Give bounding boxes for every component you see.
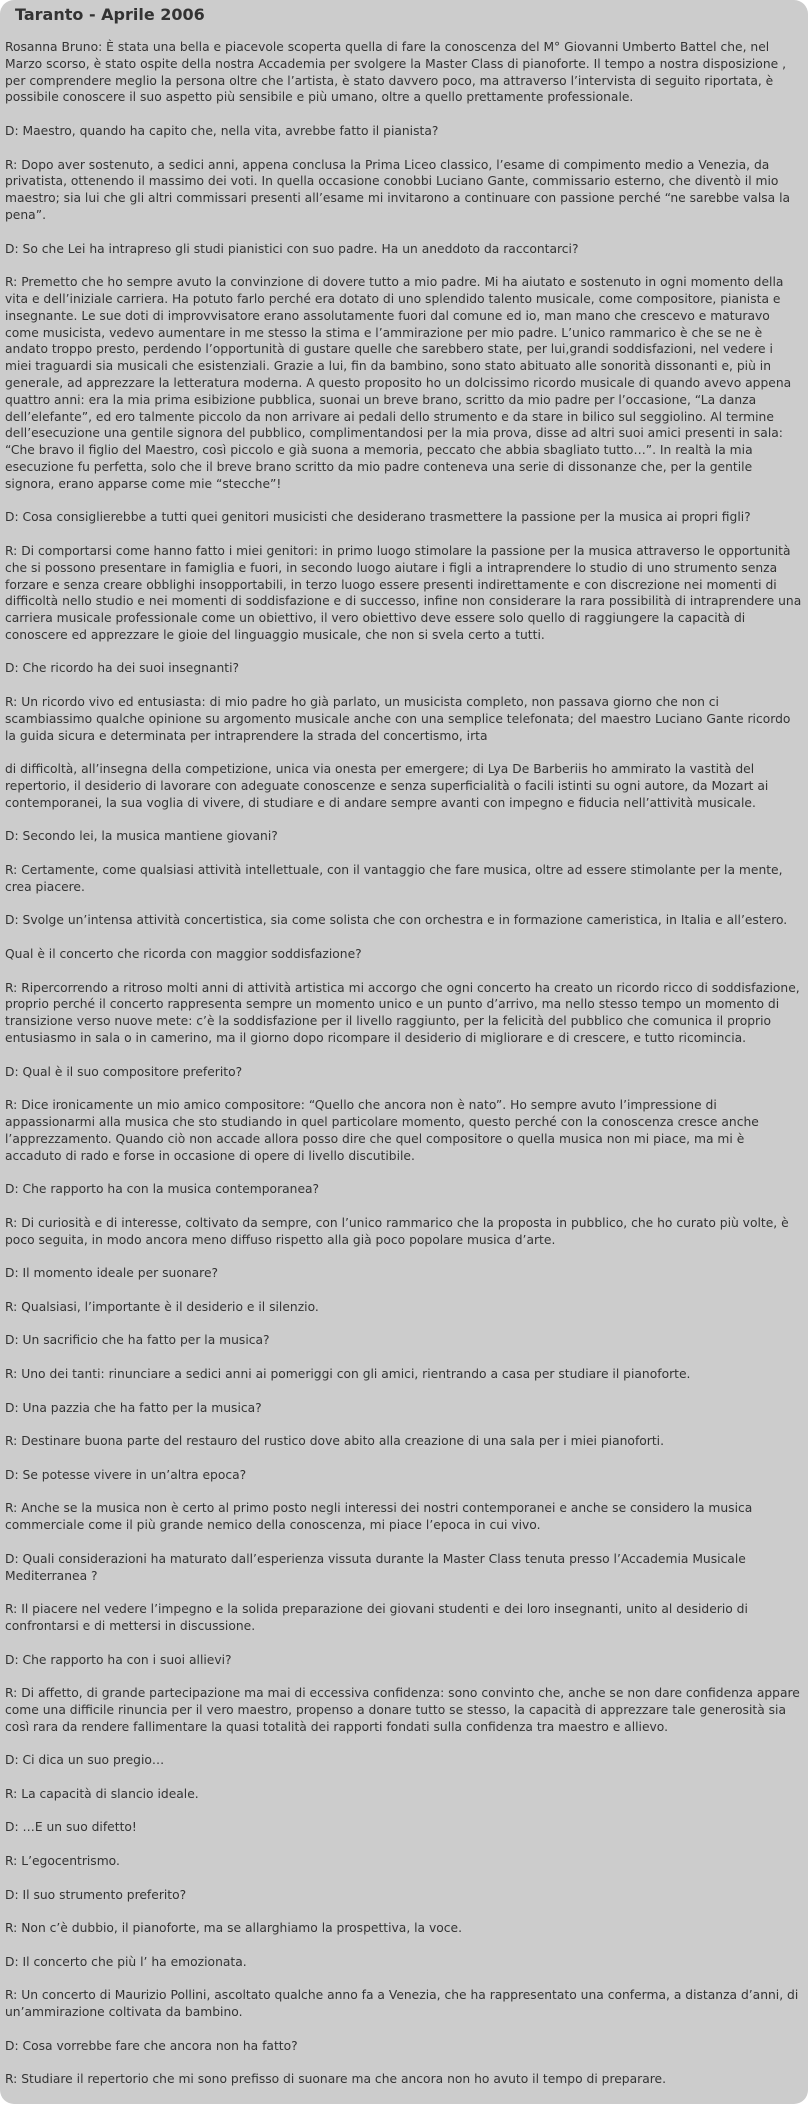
interview-paragraph: R: L’egocentrismo.	[5, 1854, 120, 1869]
interview-paragraph: R: Premetto che ho sempre avuto la convinzione di dovere tutto a mio padre. Mi ha aiutato e sostenuto in ogni momento della vita e dell’iniziale carriera. Ha potuto farlo perché era dotato di uno splendido talento musicale, come compositore, pianista e insegnante. Le sue doti di improvvisatore erano assolutamente fuori dal comune ed io, man mano che crescevo e maturavo come musicista, vedevo aumentare in me stesso la stima e l’ammirazione per mio padre. L’unico rammarico è che se ne è andato troppo presto, perdendo l’opportunità di gustare quelle che sarebbero state, per lui,grandi soddisfazioni, nel vedere i miei traguardi sia musicali che esistenziali. Grazie a lui, fin da bambino, sono stato abituato alle sonorità dissonanti e, più in generale, ad apprezzare la letteratura moderna. A questo proposito ho un dolcissimo ricordo musicale di quando avevo appena quattro anni: era la mia prima esibizione pubblica, suonai un breve brano, scritto da mio padre per l’occasione, “La danza dell’elefante”, ed ero talmente piccolo da non arrivare ai pedali dello strumento e da stare in bilico sul seggiolino. Al termine dell’esecuzione una gentile signora del pubblico, complimentandosi per la mia prova, disse ad altri suoi amici presenti in sala: “Che bravo il figlio del Maestro, così piccolo e già suona a memoria, peccato che abbia sbagliato tutto…”. In realtà la mia esecuzione fu perfetta, solo che il breve brano scritto da mio padre conteneva una serie di dissonanze che, per la gentile signora, erano apparse come mie “stecche”!	[5, 275, 792, 491]
interview-paragraph: R: Il piacere nel vedere l’impegno e la solida preparazione dei giovani studenti e dei loro insegnanti, unito al desiderio di confrontarsi e di mettersi in discussione.	[5, 1602, 748, 1633]
interview-paragraph: Rosanna Bruno: È stata una bella e piacevole scoperta quella di fare la conoscenza del M° Giovanni Umberto Battel che, nel Marzo scorso, è stato ospite della nostra Accademia per svolgere la Master Class di pianoforte. Il tempo a nostra disposizione , per comprendere meglio la persona oltre che l’artista, è stato davvero poco, ma attraverso l’intervista di seguito riportata, è possibile conoscere il suo aspetto più sensibile e più umano, oltre a quello prettamente professionale.	[5, 40, 787, 105]
interview-paragraph: R: Dice ironicamente un mio amico compositore: “Quello che ancora non è nato”. Ho sempre avuto l’impressione di appassionarmi alla musica che sto studiando in quel particolare momento, questo perché con la conoscenza cresce anche l’apprezzamento. Quando ciò non accade allora posso dire che quel compositore o quella musica non mi piace, ma mi è accaduto di rado e forse in occasione di opere di livello discutibile.	[5, 1098, 759, 1163]
interview-paragraph: di difficoltà, all’insegna della competizione, unica via onesta per emergere; di Lya De Barberiis ho ammirato la vastità del repertorio, il desiderio di lavorare con adeguate conoscenze e senza superficialità o facili istinti su ogni autore, da Mozart ai contemporanei, la sua voglia di vivere, di studiare e di andare sempre avanti con impegno e fiducia nell’attività musicale.	[5, 762, 769, 810]
interview-paragraph: R: La capacità di slancio ideale.	[5, 1786, 199, 1801]
interview-body	[5, 39, 803, 2088]
interview-paragraph: R: Di comportarsi come hanno fatto i miei genitori: in primo luogo stimolare la passione per la musica attraverso le opportunità che si possono presentare in famiglia e fuori, in secondo luogo aiutare i figli a intraprendere lo studio di uno strumento senza forzare e senza creare obblighi insopportabili, in terzo luogo essere presenti indirettamente e con discrezione nei momenti di difficoltà nello studio e nei momenti di soddisfazione e di successo, infine non considerare la rara possibilità di intraprendere una carriera musicale professionale come un obiettivo, il vero obiettivo deve essere solo quello di raggiungere la capacità di conoscere ed apprezzare le gioie del linguaggio musicale, che non si svela certo a tutti.	[5, 543, 802, 642]
interview-paragraph: D: Che rapporto ha con la musica contemporanea?	[5, 1182, 320, 1197]
interview-paragraph: R: Non c’è dubbio, il pianoforte, ma se allarghiamo la prospettiva, la voce.	[5, 1921, 463, 1936]
interview-paragraph: D: Che ricordo ha dei suoi insegnanti?	[5, 661, 240, 676]
interview-paragraph: R: Di curiosità e di interesse, coltivato da sempre, con l’unico rammarico che la proposta in pubblico, che ho curato più volte, è poco seguita, in modo ancora meno diffuso rispetto alla già poco popolare musica d’arte.	[5, 1215, 789, 1247]
interview-paragraph: D: Il momento ideale per suonare?	[5, 1266, 219, 1281]
interview-paragraph: D: Cosa consiglierebbe a tutti quei genitori musicisti che desiderano trasmettere la passione per la musica ai propri figli?	[5, 510, 751, 525]
page-title: Taranto - Aprile 2006	[15, 5, 205, 24]
interview-paragraph: R: Certamente, come qualsiasi attività intellettuale, con il vantaggio che fare musica, oltre ad essere stimolante per la mente, crea piacere.	[5, 863, 783, 894]
interview-paragraph: D: Un sacrificio che ha fatto per la musica?	[5, 1333, 270, 1348]
interview-paragraph: D: Quali considerazioni ha maturato dall’esperienza vissuta durante la Master Class tenuta presso l’Accademia Musicale Mediterranea ?	[5, 1551, 746, 1583]
interview-paragraph: D: Che rapporto ha con i suoi allievi?	[5, 1652, 232, 1667]
interview-paragraph: D: So che Lei ha intrapreso gli studi pianistici con suo padre. Ha un aneddoto da raccontarci?	[5, 241, 579, 256]
interview-paragraph: R: Studiare il repertorio che mi sono prefisso di suonare ma che ancora non ho avuto il tempo di preparare.	[5, 2072, 666, 2087]
interview-paragraph: R: Qualsiasi, l’importante è il desiderio e il silenzio.	[5, 1299, 319, 1314]
interview-paragraph: Qual è il concerto che ricorda con maggior soddisfazione?	[5, 947, 362, 962]
interview-paragraph: D: Una pazzia che ha fatto per la musica?	[5, 1400, 262, 1415]
interview-paragraph: D: Qual è il suo compositore preferito?	[5, 1064, 243, 1079]
interview-paragraph: R: Uno dei tanti: rinunciare a sedici anni ai pomeriggi con gli amici, rientrando a casa per studiare il pianoforte.	[5, 1366, 691, 1381]
interview-paragraph: R: Destinare buona parte del restauro del rustico dove abito alla creazione di una sala per i miei pianoforti.	[5, 1434, 664, 1449]
interview-paragraph: D: …E un suo difetto!	[5, 1820, 137, 1835]
interview-paragraph: D: Cosa vorrebbe fare che ancora non ha fatto?	[5, 2038, 298, 2053]
interview-paragraph: D: Maestro, quando ha capito che, nella vita, avrebbe fatto il pianista?	[5, 123, 439, 138]
interview-paragraph: R: Di affetto, di grande partecipazione ma mai di eccessiva confidenza: sono convinto che, anche se non dare confidenza appare come una difficile rinuncia per il vero maestro, propenso a donare tutto se stesso, la capacità di apprezzare tale generosità sia così rara da rendere fallimentare la quasi totalità dei rapporti fondati sulla confidenza tra maestro e allievo.	[5, 1686, 800, 1734]
interview-paragraph: D: Il suo strumento preferito?	[5, 1887, 187, 1902]
interview-paragraph: R: Anche se la musica non è certo al primo posto negli interessi dei nostri contemporanei e anche se considero la musica commerciale come il più grande nemico della conoscenza, mi piace l’epoca in cui vivo.	[5, 1501, 753, 1533]
interview-paragraph: D: Svolge un’intensa attività concertistica, sia come solista che con orchestra e in formazione cameristica, in Italia e all’estero.	[5, 913, 788, 928]
interview-paragraph: D: Ci dica un suo pregio…	[5, 1753, 165, 1768]
interview-paragraph: D: Il concerto che più l’ ha emozionata.	[5, 1954, 247, 1969]
interview-paragraph: R: Un ricordo vivo ed entusiasta: di mio padre ho già parlato, un musicista completo, non passava giorno che non ci scambiassimo qualche opinione su argomento musicale anche con una semplice telefonata; del maestro Luciano Gante ricordo la guida sicura e determinata per intraprendere la strada del concertismo, irta	[5, 695, 791, 743]
interview-paragraph: D: Secondo lei, la musica mantiene giovani?	[5, 829, 278, 844]
interview-paragraph: R: Un concerto di Maurizio Pollini, ascoltato qualche anno fa a Venezia, che ha rappresentato una conferma, a distanza d’anni, di un’ammirazione coltivata da bambino.	[5, 1988, 799, 2020]
interview-paragraph: R: Dopo aver sostenuto, a sedici anni, appena conclusa la Prima Liceo classico, l’esame di compimento medio a Venezia, da privatista, ottenendo il massimo dei voti. In quella occasione conobbi Luciano Gante, commissario esterno, che diventò il mio maestro; sia lui che gli altri commissari presenti all’esame mi invitarono a continuare con passione perché “ne sarebbe valsa la pena”.	[5, 157, 791, 222]
interview-paragraph: D: Se potesse vivere in un’altra epoca?	[5, 1467, 247, 1482]
interview-paragraph: R: Ripercorrendo a ritroso molti anni di attività artistica mi accorgo che ogni concerto ha creato un ricordo ricco di soddisfazione, proprio perché il concerto rappresenta sempre un momento unico e un punto d’arrivo, ma nello stesso tempo un momento di transizione verso nuove mete: c’è la soddisfazione per il livello raggiunto, per la felicità del pubblico che comunica il proprio entusiasmo in sala o in camerino, ma il giorno dopo ricompare il desiderio di migliorare e di crescere, e tutto ricomincia.	[5, 980, 800, 1046]
